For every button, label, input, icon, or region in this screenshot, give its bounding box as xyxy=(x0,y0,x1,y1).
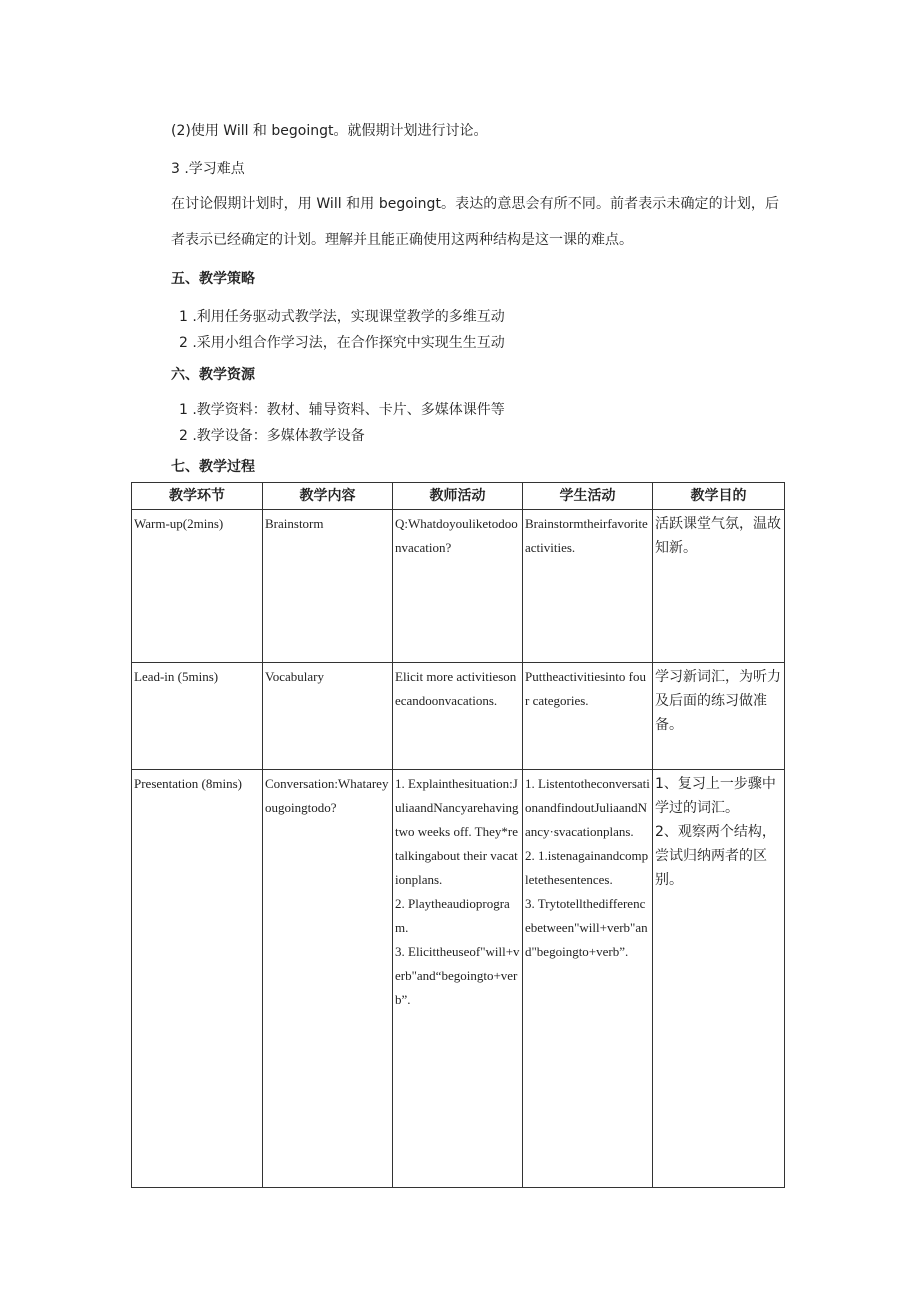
resources-heading: 六、教学资源 xyxy=(171,367,255,383)
purpose-cell xyxy=(653,663,785,770)
teacher-activity-cell xyxy=(393,510,523,663)
student-activity-item: Brainstormtheirfavoriteactivities. xyxy=(525,516,648,555)
content-cell: Conversation:Whatareyougoingtodo? xyxy=(263,770,393,1188)
stage-cell: Lead-in (5mins) xyxy=(132,663,263,770)
teacher-activity-cell xyxy=(393,770,523,1188)
difficulty-heading: 3 .学习难点 xyxy=(171,161,245,177)
learning-point-2: (2)使用 Will 和 begoingt。就假期计划进行讨论。 xyxy=(171,123,488,139)
content-cell: Brainstorm xyxy=(263,510,393,663)
resources-item: 1 .教学资料：教材、辅导资料、卡片、多媒体课件等 xyxy=(179,402,505,418)
teacher-activity-item: Elicit more activitiesonecandoonvacations. xyxy=(395,669,517,708)
purpose-item: 1、复习上一步骤中学过的词汇。 xyxy=(655,776,776,816)
teacher-activity-cell xyxy=(393,663,523,770)
table-row xyxy=(132,510,785,663)
table-row xyxy=(132,770,785,1188)
column-header: 教师活动 xyxy=(393,483,523,510)
purpose-cell xyxy=(653,770,785,1188)
column-header: 教学目的 xyxy=(653,483,785,510)
purpose-item: 学习新词汇，为听力及后面的练习做准备。 xyxy=(655,669,781,733)
teacher-activity-item: 2. Playtheaudioprogram. xyxy=(395,896,510,935)
column-header: 教学环节 xyxy=(132,483,263,510)
content-cell: Vocabulary xyxy=(263,663,393,770)
purpose-item: 2、观察两个结构，尝试归纳两者的区别。 xyxy=(655,824,776,888)
column-header: 学生活动 xyxy=(523,483,653,510)
student-activity-item: 3. Trytotellthedifferencebetween"will+verb"and"begoingto+verb”. xyxy=(525,896,648,959)
student-activity-item: 2. 1.istenagainandcompletethesentences. xyxy=(525,848,649,887)
column-header: 教学内容 xyxy=(263,483,393,510)
purpose-item: 活跃课堂气氛，温故知新。 xyxy=(655,516,781,556)
purpose-cell xyxy=(653,510,785,663)
student-activity-cell xyxy=(523,663,653,770)
stage-cell: Warm-up(2mins) xyxy=(132,510,263,663)
table-row xyxy=(132,663,785,770)
strategy-item: 1 .利用任务驱动式教学法，实现课堂教学的多维互动 xyxy=(179,309,505,325)
stage-cell: Presentation (8mins) xyxy=(132,770,263,1188)
resources-item: 2 .教学设备：多媒体教学设备 xyxy=(179,428,365,444)
difficulty-paragraph: 在讨论假期计划时，用 Will 和用 begoingt。表达的意思会有所不同。前者表示未确定的计划，后者表示已经确定的计划。理解并且能正确使用这两种结构是这一课的难点。 xyxy=(171,196,779,248)
strategy-heading: 五、教学策略 xyxy=(171,271,255,287)
teacher-activity-item: Q:Whatdoyouliketodoonvacation? xyxy=(395,516,518,555)
student-activity-cell xyxy=(523,770,653,1188)
student-activity-cell xyxy=(523,510,653,663)
table-header-row xyxy=(132,483,785,510)
process-heading: 七、教学过程 xyxy=(171,459,255,475)
student-activity-item: 1. ListentotheconversationandfindoutJuliaandNancy·svacationplans. xyxy=(525,776,650,839)
teacher-activity-item: 1. Explainthesituation:JuliaandNancyarehaving two weeks off. They*retalkingabout their vacationplans. xyxy=(395,776,519,887)
strategy-item: 2 .采用小组合作学习法，在合作探究中实现生生互动 xyxy=(179,335,505,351)
teacher-activity-item: 3. Elicittheuseof"will+verb"and“begoingto+verb”. xyxy=(395,944,520,1007)
teaching-process-table xyxy=(131,482,785,1188)
student-activity-item: Puttheactivitiesinto four categories. xyxy=(525,669,646,708)
